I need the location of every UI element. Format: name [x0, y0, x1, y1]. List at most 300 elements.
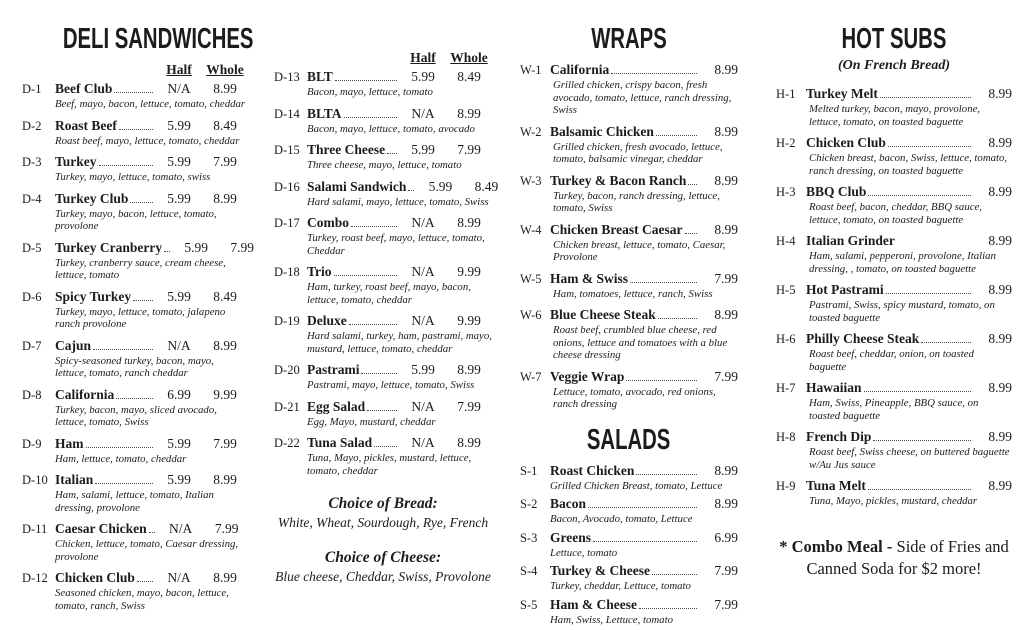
- dotted-leader: [626, 380, 697, 381]
- menu-item: [520, 62, 738, 117]
- menu-item: [274, 399, 492, 429]
- item-half-price: 5.99: [428, 178, 453, 194]
- item-code: D-2: [22, 118, 42, 133]
- item-whole-price: 8.99: [213, 81, 237, 96]
- item-description: Chicken breast, bacon, Swiss, lettuce, tomato, ranch dressing, on toasted baguette: [809, 152, 1008, 177]
- deli-section-title: [22, 23, 254, 55]
- item-name: California: [550, 62, 610, 77]
- wraps-and-salads-column: [520, 0, 738, 630]
- dotted-leader: [688, 184, 697, 185]
- item-name: Veggie Wrap: [550, 368, 625, 384]
- item-description: Turkey, mayo, bacon, lettuce, tomato, provolone: [55, 207, 217, 232]
- item-description: Hard salami, turkey, ham, pastrami, mayo, mustard, lettuce, tomato, cheddar: [307, 330, 492, 355]
- item-description: Turkey, cheddar, Lettuce, tomato: [550, 580, 691, 592]
- item-name: Roast Chicken: [550, 462, 635, 478]
- item-name: Balsamic Chicken: [550, 123, 654, 139]
- dotted-leader: [886, 293, 971, 294]
- item-description: Ham, turkey, roast beef, mayo, bacon, lettuce, tomato, cheddar: [307, 281, 471, 306]
- item-code: D-13: [274, 70, 300, 84]
- dotted-leader: [374, 446, 397, 447]
- dotted-leader: [873, 440, 971, 441]
- price-header-col1: [22, 62, 248, 78]
- dotted-leader: [367, 410, 397, 411]
- item-half-price: N/A: [411, 215, 435, 230]
- menu-item-row: [520, 222, 738, 238]
- item-price: 7.99: [714, 368, 738, 384]
- item-half-price: 5.99: [184, 239, 208, 255]
- item-price: 8.99: [988, 86, 1012, 101]
- cheese-choice-block: [274, 549, 492, 585]
- whole-column-header: Whole: [450, 50, 488, 65]
- item-half-price: N/A: [411, 313, 435, 328]
- menu-item: [776, 429, 1012, 471]
- menu-item: [274, 106, 492, 136]
- menu-item: [22, 387, 248, 429]
- item-half-price: 5.99: [167, 435, 191, 451]
- item-code: H-2: [776, 136, 796, 150]
- item-code: D-19: [274, 314, 300, 328]
- item-code: H-8: [776, 430, 796, 444]
- item-price: 8.99: [714, 496, 738, 511]
- item-description: Turkey, bacon, ranch dressing, lettuce, tomato, Swiss: [553, 189, 720, 214]
- item-whole-price: 8.99: [213, 472, 237, 487]
- item-whole-price: 7.99: [457, 142, 481, 157]
- item-name: Ham & Swiss: [550, 270, 629, 286]
- bread-choice-block: [274, 495, 492, 531]
- item-code: W-2: [520, 124, 542, 139]
- whole-column-header: Whole: [206, 62, 244, 77]
- item-name: Chicken Club: [55, 570, 135, 585]
- item-code: H-9: [776, 479, 796, 493]
- dotted-leader: [351, 226, 397, 227]
- item-name: Spicy Turkey: [55, 288, 132, 304]
- item-price: 7.99: [714, 563, 738, 578]
- item-name: Deluxe: [307, 313, 347, 328]
- item-code: S-2: [520, 497, 538, 511]
- item-description: Ham, Swiss, Pineapple, BBQ sauce, on toasted baguette: [809, 397, 979, 422]
- dotted-leader: [130, 202, 153, 203]
- item-price: 8.99: [988, 233, 1012, 248]
- item-half-price: 5.99: [167, 154, 191, 169]
- item-half-price: 5.99: [167, 117, 191, 133]
- dotted-leader: [119, 129, 153, 130]
- menu-item-row: [22, 521, 248, 537]
- dotted-leader: [149, 532, 155, 533]
- item-code: D-20: [274, 363, 300, 377]
- menu-item-row: [22, 436, 248, 452]
- item-code: H-6: [776, 332, 796, 346]
- menu-item-row: [776, 380, 1012, 396]
- item-description: Tuna, Mayo, pickles, mustard, cheddar: [809, 495, 978, 507]
- menu-item: [274, 178, 499, 209]
- item-price: 7.99: [714, 596, 738, 612]
- item-code: D-7: [22, 338, 42, 353]
- dotted-leader: [868, 489, 971, 490]
- item-whole-price: 7.99: [214, 521, 239, 536]
- item-name: Chicken Breast Caesar: [550, 221, 683, 237]
- dotted-leader: [588, 507, 697, 508]
- item-half-price: N/A: [167, 81, 191, 96]
- menu-item: [22, 289, 248, 331]
- item-whole-price: 7.99: [457, 398, 481, 414]
- menu-item-row: [520, 271, 738, 287]
- item-code: W-5: [520, 271, 542, 286]
- menu-item-row: [520, 173, 738, 189]
- menu-item-row: [520, 530, 738, 546]
- item-whole-price: 9.99: [457, 264, 481, 279]
- menu-item-row: [520, 62, 738, 78]
- dotted-leader: [335, 80, 397, 81]
- menu-item-row: [776, 233, 1012, 249]
- wraps-items-list: [520, 62, 738, 411]
- menu-item-row: [22, 472, 248, 488]
- salads-section-title: [520, 425, 738, 455]
- menu-item-row: [22, 338, 248, 354]
- item-description: Roast beef, mayo, lettuce, tomato, cheddar: [55, 134, 240, 147]
- item-name: BLT: [307, 69, 333, 84]
- dotted-leader: [888, 146, 971, 147]
- menu-item: [22, 436, 248, 466]
- menu-item: [22, 521, 248, 563]
- item-price: 8.99: [988, 478, 1012, 493]
- menu-item: [776, 380, 1012, 422]
- item-code: W-7: [520, 369, 542, 384]
- menu-item-row: [274, 178, 499, 195]
- item-whole-price: 8.99: [457, 215, 481, 230]
- menu-item: [776, 282, 1012, 324]
- menu-item: [520, 496, 738, 526]
- item-name: Turkey & Bacon Ranch: [550, 172, 687, 188]
- item-name: French Dip: [806, 429, 872, 444]
- item-name: Philly Cheese Steak: [806, 331, 920, 346]
- item-half-price: 5.99: [411, 69, 435, 84]
- item-description: Turkey, bacon, mayo, sliced avocado, lettuce, tomato, Swiss: [55, 403, 217, 428]
- menu-item: [22, 154, 248, 184]
- item-whole-price: 8.99: [213, 190, 237, 206]
- item-name: Tuna Melt: [806, 478, 866, 493]
- menu-item-row: [520, 563, 738, 579]
- item-code: D-14: [274, 106, 300, 121]
- item-name: Pastrami: [307, 362, 360, 377]
- menu-item-row: [274, 313, 492, 329]
- item-code: H-7: [776, 381, 796, 395]
- item-price: 8.99: [714, 307, 738, 322]
- hot-subs-column: [776, 0, 1012, 580]
- hot-subs-items-list: [776, 86, 1012, 508]
- dotted-leader: [656, 135, 697, 136]
- item-code: D-17: [274, 216, 300, 230]
- menu-item-row: [776, 429, 1012, 445]
- menu-item: [22, 118, 248, 148]
- menu-item: [274, 362, 492, 392]
- menu-item: [22, 570, 248, 612]
- item-name: Hawaiian: [806, 380, 862, 395]
- item-description: Roast beef, Swiss cheese, on buttered baguette w/Au Jus sauce: [809, 446, 1010, 471]
- menu-item-row: [520, 597, 738, 613]
- menu-item-row: [776, 282, 1012, 298]
- dotted-leader: [864, 391, 971, 392]
- price-header-col2: [274, 50, 492, 66]
- dotted-leader: [408, 190, 414, 191]
- menu-item: [520, 271, 738, 301]
- item-code: D-16: [274, 179, 300, 194]
- item-name: Italian Grinder: [806, 233, 895, 248]
- deli-sandwiches-column-2: [274, 0, 499, 585]
- cheese-choice-options: Blue cheese, Cheddar, Swiss, Provolone: [275, 569, 491, 584]
- item-code: D-6: [22, 289, 42, 304]
- menu-item: [520, 369, 738, 411]
- item-description: Roast beef, bacon, cheddar, BBQ sauce, lettuce, tomato, on toasted baguette: [809, 201, 983, 226]
- item-price: 8.99: [714, 123, 738, 139]
- item-price: 6.99: [714, 529, 738, 545]
- item-description: Grilled Chicken Breast, tomato, Lettuce: [550, 479, 723, 492]
- item-price: 8.99: [988, 429, 1012, 444]
- item-half-price: 5.99: [411, 142, 435, 157]
- dotted-leader: [86, 447, 154, 448]
- item-whole-price: 8.49: [213, 288, 237, 304]
- item-description: Egg, Mayo, mustard, cheddar: [307, 415, 436, 428]
- item-name: Ham & Cheese: [550, 596, 637, 612]
- menu-item: [274, 435, 492, 477]
- item-description: Three cheese, mayo, lettuce, tomato: [307, 159, 462, 171]
- menu-item-row: [520, 369, 738, 385]
- item-code: S-4: [520, 564, 538, 578]
- item-description: Ham, lettuce, tomato, cheddar: [55, 452, 187, 465]
- menu-item-row: [520, 124, 738, 140]
- item-description: Chicken breast, lettuce, tomato, Caesar, Provolone: [553, 238, 726, 263]
- item-description: Turkey, cranberry sauce, cream cheese, lettuce, tomato: [55, 256, 226, 281]
- salads-items-list: [520, 463, 738, 627]
- menu-item: [520, 597, 738, 627]
- item-description: Roast beef, crumbled blue cheese, red onions, lettuce and tomatoes with a blue cheese dressing: [553, 324, 728, 361]
- item-description: Hard salami, mayo, lettuce, tomato, Swiss: [307, 195, 489, 208]
- menu-item-row: [776, 478, 1012, 494]
- dotted-leader: [652, 574, 697, 575]
- item-whole-price: 7.99: [230, 239, 254, 255]
- item-code: H-1: [776, 87, 796, 101]
- dotted-leader: [630, 282, 697, 283]
- deli-items-list-1: [22, 81, 254, 612]
- item-price: 8.99: [988, 184, 1012, 199]
- item-description: Ham, salami, pepperoni, provolone, Italian dressing, , tomato, on toasted baguette: [809, 250, 996, 275]
- price-header-spacer: [274, 50, 400, 66]
- dotted-leader: [685, 233, 698, 234]
- item-description: Lettuce, tomato, avocado, red onions, ranch dressing: [553, 385, 716, 410]
- item-code: D-8: [22, 387, 42, 402]
- item-price: 8.99: [988, 380, 1012, 395]
- item-whole-price: 8.49: [213, 117, 237, 133]
- item-name: Egg Salad: [307, 398, 366, 414]
- item-name: Tuna Salad: [307, 435, 373, 450]
- hot-subs-section-title: [776, 24, 1012, 54]
- dotted-leader: [361, 373, 397, 374]
- hot-subs-section-title-text: HOT SUBS: [841, 23, 947, 55]
- item-name: Turkey Cranberry: [55, 239, 163, 255]
- item-price: 8.99: [714, 462, 738, 478]
- item-code: S-1: [520, 463, 538, 478]
- item-description: Turkey, mayo, lettuce, tomato, swiss: [55, 171, 211, 183]
- item-description: Roast beef, cheddar, onion, on toasted baguette: [809, 348, 974, 373]
- item-price: 8.99: [988, 282, 1012, 297]
- item-code: W-6: [520, 308, 542, 322]
- item-half-price: 5.99: [167, 288, 191, 304]
- menu-item: [776, 86, 1012, 128]
- menu-item: [22, 191, 248, 233]
- item-whole-price: 9.99: [457, 313, 481, 328]
- item-half-price: N/A: [411, 435, 435, 450]
- menu-item: [22, 338, 248, 380]
- menu-item-row: [22, 118, 248, 134]
- dotted-leader: [99, 165, 153, 166]
- item-whole-price: 7.99: [213, 435, 237, 451]
- item-name: Roast Beef: [55, 117, 117, 133]
- dotted-leader: [114, 92, 153, 93]
- menu-item: [520, 563, 738, 593]
- menu-item: [520, 463, 738, 493]
- item-whole-price: 8.99: [213, 337, 237, 353]
- item-name: Combo: [307, 215, 350, 230]
- dotted-leader: [658, 318, 697, 319]
- menu-item-row: [274, 435, 492, 451]
- item-code: D-12: [22, 571, 48, 585]
- item-half-price: N/A: [411, 398, 435, 414]
- menu-item-row: [274, 362, 492, 378]
- menu-item: [274, 69, 492, 99]
- item-name: Blue Cheese Steak: [550, 307, 656, 322]
- item-name: Chicken Club: [806, 135, 886, 150]
- half-column-header: Half: [410, 50, 436, 65]
- item-code: H-4: [776, 234, 796, 248]
- item-price: 8.99: [714, 221, 738, 237]
- item-description: Grilled chicken, fresh avocado, lettuce, tomato, balsamic vinegar, cheddar: [553, 140, 723, 165]
- menu-item: [22, 81, 248, 111]
- menu-item: [274, 142, 492, 172]
- menu-item-row: [274, 142, 492, 158]
- menu-item: [22, 472, 248, 514]
- menu-item-row: [22, 239, 254, 256]
- combo-meal-note: [776, 536, 1012, 580]
- menu-item: [22, 239, 254, 282]
- item-code: D-11: [22, 522, 48, 536]
- item-whole-price: 9.99: [213, 386, 237, 402]
- item-name: California: [55, 386, 115, 402]
- dotted-leader: [868, 195, 971, 196]
- dotted-leader: [921, 342, 971, 343]
- menu-item-row: [776, 184, 1012, 200]
- item-description: Lettuce, tomato: [550, 546, 618, 559]
- item-description: Grilled chicken, crispy bacon, fresh avocado, tomato, lettuce, ranch dressing, Swiss: [553, 79, 732, 116]
- item-price: 8.99: [988, 135, 1012, 150]
- item-name: Hot Pastrami: [806, 282, 884, 297]
- item-price: 8.99: [714, 172, 738, 188]
- item-name: Caesar Chicken: [55, 521, 147, 536]
- item-whole-price: 8.99: [457, 362, 481, 377]
- menu-item-row: [776, 86, 1012, 102]
- menu-item-row: [22, 191, 248, 207]
- item-description: Beef, mayo, bacon, lettuce, tomato, cheddar: [55, 98, 246, 110]
- item-name: Ham: [55, 435, 84, 451]
- menu-item-row: [274, 69, 492, 85]
- item-whole-price: 8.49: [457, 69, 481, 84]
- hot-subs-subtitle: (On French Bread): [837, 58, 950, 73]
- menu-item-row: [22, 81, 248, 97]
- menu-item-row: [520, 496, 738, 512]
- item-name: Beef Club: [55, 81, 113, 96]
- menu-item: [520, 124, 738, 166]
- item-description: Turkey, mayo, lettuce, tomato, jalapeno ranch provolone: [55, 305, 226, 330]
- item-half-price: N/A: [167, 337, 191, 353]
- combo-meal-note-bold: * Combo Meal -: [779, 536, 897, 556]
- item-code: S-5: [520, 597, 538, 612]
- item-code: D-22: [274, 436, 300, 450]
- dotted-leader: [95, 483, 153, 484]
- item-name: Bacon: [550, 496, 587, 511]
- dotted-leader: [116, 398, 153, 399]
- item-code: D-3: [22, 155, 42, 169]
- item-name: BBQ Club: [806, 184, 867, 199]
- menu-item: [274, 264, 492, 306]
- dotted-leader: [164, 251, 170, 252]
- menu-item: [776, 478, 1012, 508]
- item-whole-price: 8.99: [457, 105, 481, 121]
- menu-item: [776, 331, 1012, 373]
- item-code: D-9: [22, 436, 42, 451]
- item-half-price: N/A: [411, 105, 435, 121]
- item-description: Bacon, mayo, lettuce, tomato: [307, 86, 433, 98]
- cheese-choice-title: Choice of Cheese:: [324, 549, 442, 566]
- item-name: Turkey & Cheese: [550, 563, 650, 578]
- item-half-price: N/A: [167, 570, 191, 585]
- item-description: Ham, tomatoes, lettuce, ranch, Swiss: [553, 287, 713, 300]
- dotted-leader: [639, 608, 697, 609]
- item-description: Chicken, lettuce, tomato, Caesar dressing, provolone: [55, 538, 239, 563]
- item-description: Bacon, mayo, lettuce, tomato, avocado: [307, 122, 475, 135]
- item-code: D-5: [22, 240, 42, 255]
- item-code: D-18: [274, 265, 300, 279]
- half-column-header: Half: [166, 62, 192, 77]
- item-description: Pastrami, mayo, lettuce, tomato, Swiss: [307, 379, 475, 391]
- item-code: W-3: [520, 173, 542, 188]
- dotted-leader: [349, 324, 397, 325]
- item-half-price: N/A: [169, 521, 193, 536]
- menu-item: [776, 135, 1012, 177]
- dotted-leader: [137, 581, 153, 582]
- item-name: Turkey: [55, 154, 97, 169]
- dotted-leader: [344, 117, 397, 118]
- menu-item: [520, 173, 738, 215]
- menu-item-row: [22, 289, 248, 305]
- item-code: D-10: [22, 473, 48, 487]
- item-description: Seasoned chicken, mayo, bacon, lettuce, tomato, ranch, Swiss: [55, 587, 229, 612]
- item-name: BLTA: [307, 105, 342, 121]
- menu-item-row: [22, 387, 248, 403]
- menu-item-row: [274, 215, 492, 231]
- item-name: Turkey Melt: [806, 86, 878, 101]
- menu-item-row: [274, 264, 492, 280]
- wraps-section-title-text: WRAPS: [591, 23, 667, 55]
- dotted-leader: [611, 73, 697, 74]
- item-description: Ham, salami, lettuce, tomato, Italian dressing, provolone: [55, 489, 214, 514]
- dotted-leader: [636, 474, 697, 475]
- item-half-price: 6.99: [167, 386, 191, 402]
- wraps-section-title: [520, 24, 738, 54]
- salads-section-title-text: SALADS: [587, 423, 671, 456]
- item-code: D-15: [274, 143, 300, 157]
- menu-item-row: [776, 331, 1012, 347]
- item-price: 8.99: [714, 62, 738, 77]
- item-name: Cajun: [55, 337, 92, 353]
- menu-item-row: [274, 106, 492, 122]
